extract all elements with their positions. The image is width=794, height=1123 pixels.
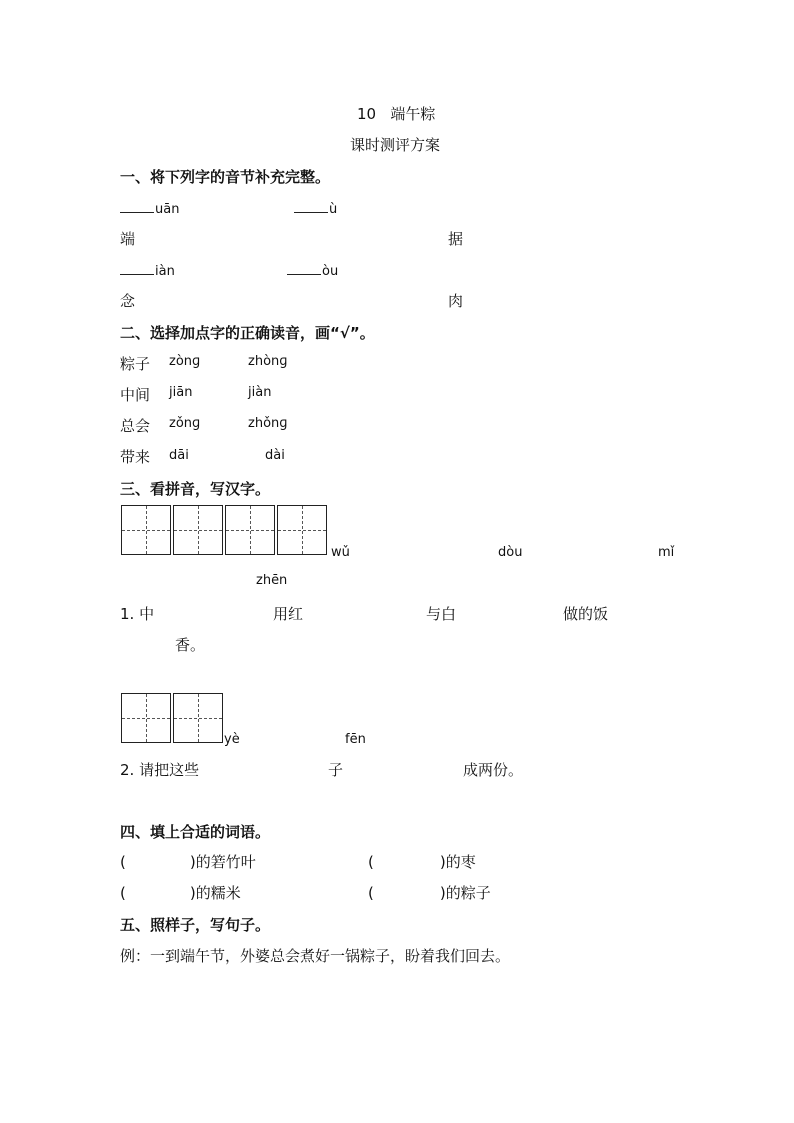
writing-cell[interactable] [121,505,171,555]
q2-part-1: 2. 请把这些 [120,761,200,779]
lesson-title [357,103,435,124]
answer-blank [287,261,321,275]
q2-part-3: 成两份。 [463,761,524,779]
lesson-number: 10 [357,105,377,123]
writing-cell[interactable] [225,505,275,555]
q1-part-3: 与白 [426,605,457,623]
writing-grid-q1 [121,505,327,555]
section5-heading: 五、照样子，写句子。 [120,916,271,934]
word-row-3: 总会 [120,417,151,435]
answer-blank [120,261,154,275]
pinyin-ye: yè [224,732,240,747]
reading-b[interactable]: zhònɡ [248,354,288,369]
word-row-4: 带来 [120,448,151,466]
example-sentence: 例：一到端午节，外婆总会煮好一锅粽子，盼着我们回去。 [120,947,511,965]
pinyin-wu: wǔ [331,545,350,560]
writing-grid-q2 [121,693,223,743]
fill-item-1: ( )的箬竹叶 [120,853,256,871]
section2-heading: 二、选择加点字的正确读音，画“√”。 [120,324,375,342]
char-4: 肉 [448,292,464,310]
pinyin-blank-1: uān [120,199,179,217]
reading-a[interactable]: zǒnɡ [169,416,201,431]
writing-cell[interactable] [173,693,223,743]
char-1: 端 [120,230,136,248]
q2-part-2: 子 [328,761,344,779]
q1-part-2: 用红 [273,605,304,623]
section1-heading: 一、将下列字的音节补充完整。 [120,168,331,186]
pinyin-blank-4: òu [287,261,338,279]
lesson-name: 端午粽 [390,105,436,123]
pinyin-dou: dòu [498,545,523,560]
fill-item-4: ( )的粽子 [368,884,491,902]
pinyin-mi: mǐ [658,545,675,560]
reading-b[interactable]: dài [265,448,285,463]
char-3: 念 [120,292,136,310]
fill-item-3: ( )的糯米 [120,884,241,902]
pinyin-zhen: zhēn [256,573,288,588]
writing-cell[interactable] [173,505,223,555]
writing-cell[interactable] [121,693,171,743]
word-row-2: 中间 [120,386,151,404]
reading-a[interactable]: jiān [169,385,193,400]
q1-part-1: 1. 中 [120,605,155,623]
section3-heading: 三、看拼音，写汉字。 [120,480,271,498]
answer-blank [120,199,154,213]
pinyin-blank-2: ù [294,199,337,217]
reading-b[interactable]: jiàn [248,385,272,400]
fill-item-2: ( )的枣 [368,853,476,871]
word-row-1: 粽子 [120,355,151,373]
reading-a[interactable]: zònɡ [169,354,201,369]
page-subtitle: 课时测评方案 [350,136,441,154]
writing-cell[interactable] [277,505,327,555]
q1-part-4: 做的饭 [563,605,609,623]
answer-blank [294,199,328,213]
pinyin-fen: fēn [345,732,366,747]
q1-part-5: 香。 [175,636,206,654]
char-2: 据 [448,230,464,248]
section4-heading: 四、填上合适的词语。 [120,823,271,841]
pinyin-blank-3: iàn [120,261,175,279]
reading-b[interactable]: zhǒnɡ [248,416,288,431]
reading-a[interactable]: dāi [169,448,189,463]
